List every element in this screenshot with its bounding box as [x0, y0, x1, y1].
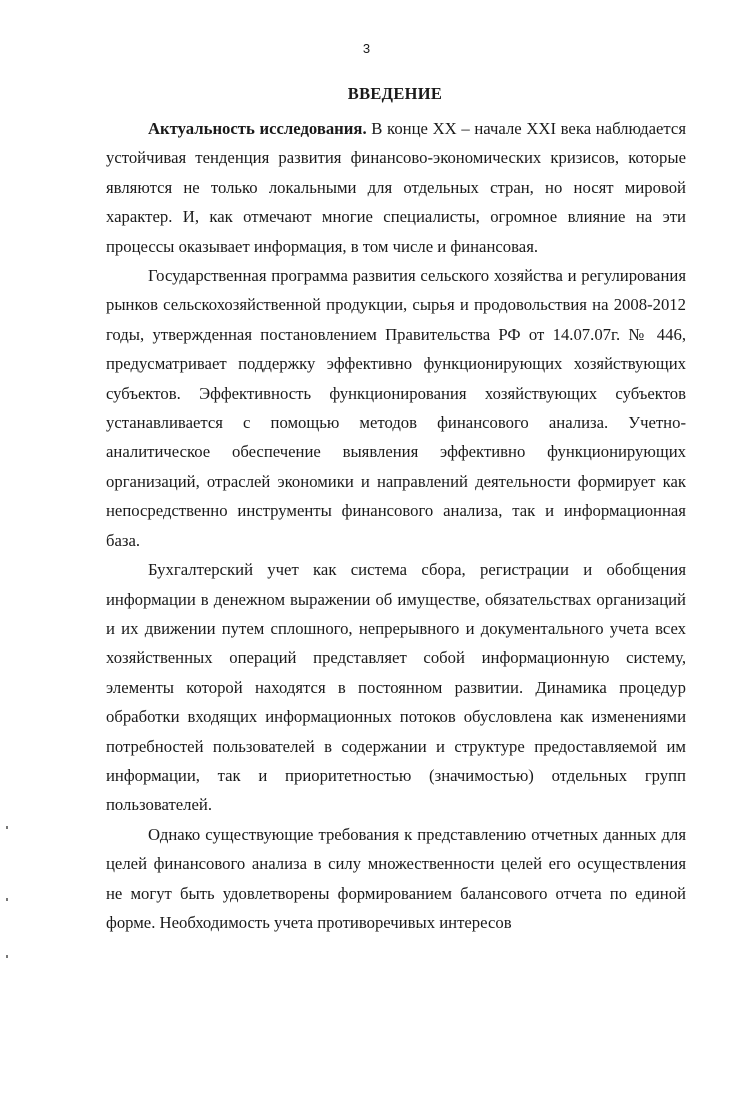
paragraph-accounting: Бухгалтерский учет как система сбора, регистрации и обобщения информации в денежном выражении об имуществе, обязательствах организаций и их движении путем сплошного, непрерывного и документального учета всех хозяйственных операций представляет собой информационную систему, элементы которой находятся в постоянном развитии. Динамика процедур обработки входящих информационных потоков обусловлена как изменениями потребностей пользователей в содержании и структуре предоставляемой им информации, так и приоритетностью (значимостью) отдельных групп пользователей.	[106, 560, 686, 815]
document-body	[106, 114, 686, 937]
paragraph-requirements: Однако существующие требования к представлению отчетных данных для целей финансового анализа в силу множественности целей его осуществления не могут быть удовлетворены формированием балансового отчета по единой форме. Необходимость учета противоречивых интересов	[106, 824, 686, 932]
paragraph-lead: Актуальность исследования.	[148, 119, 367, 138]
page-number: 3	[362, 41, 371, 56]
paragraph-text: В конце XX – начале XXI века наблюдается устойчивая тенденция развития финансово-экономических кризисов, которые являются не только локальными для отдельных стран, но носят мировой характер. И, как отмечают многие специалисты, огромное влияние на эти процессы оказывает информация, в том числе и финансовая.	[106, 119, 686, 256]
paragraph-state-program: Государственная программа развития сельского хозяйства и регулирования рынков сельскохозяйственной продукции, сырья и продовольствия на 2008-2012 годы, утвержденная постановлением Правительства РФ от 14.07.07г. № 446, предусматривает поддержку эффективно функционирующих хозяйствующих субъектов. Эффективность функционирования хозяйствующих субъектов устанавливается с помощью методов финансового анализа. Учетно-аналитическое обеспечение выявления эффективно функционирующих организаций, отраслей экономики и направлений деятельности формирует как непосредственно инструменты финансового анализа, так и информационная база.	[106, 266, 686, 550]
paragraph-relevance	[106, 114, 686, 261]
scan-mark	[6, 955, 8, 958]
scan-mark	[6, 826, 8, 829]
scan-mark	[6, 898, 8, 901]
section-heading: ВВЕДЕНИЕ	[347, 84, 443, 103]
